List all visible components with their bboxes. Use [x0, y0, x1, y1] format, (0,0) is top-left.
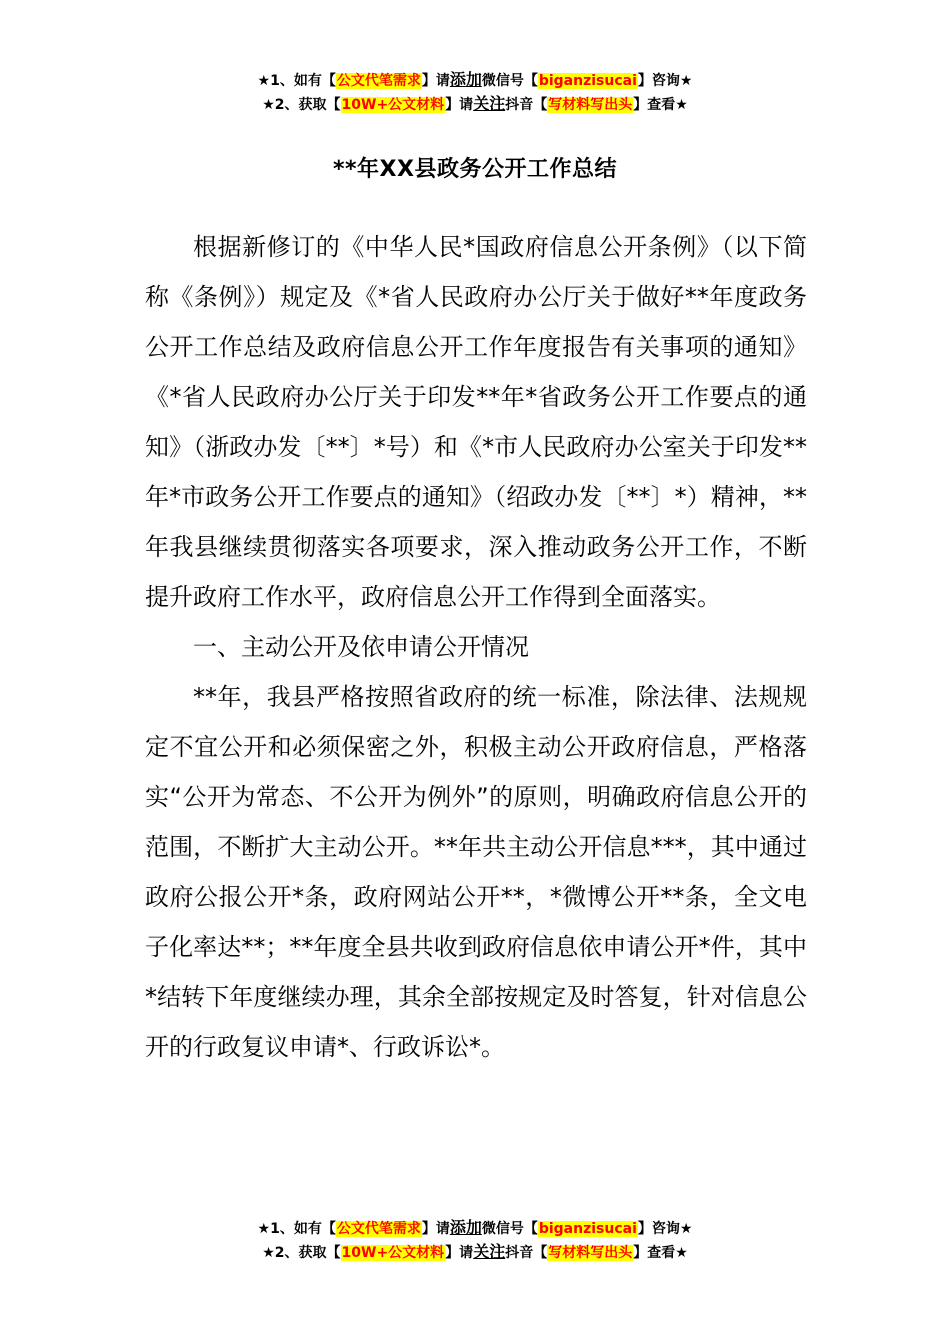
document-body	[145, 222, 807, 1072]
footer-banner	[0, 1216, 950, 1264]
footer-highlight-wechat-id: biganzisucai	[538, 1221, 637, 1237]
footer-highlight-douyin-account: 写材料写出头	[548, 1245, 633, 1261]
banner-line-2: ★2、获取【10W+公文材料】请关注抖音【写材料写出头】查看★	[262, 94, 688, 113]
footer-banner-line-2: ★2、获取【10W+公文材料】请关注抖音【写材料写出头】查看★	[262, 1242, 688, 1261]
footer-emphasis-follow: 关注	[473, 1242, 506, 1261]
footer-highlight-materials: 10W+公文材料	[341, 1245, 445, 1261]
emphasis-add: 添加	[449, 70, 482, 89]
footer-emphasis-add: 添加	[449, 1218, 482, 1237]
footer-banner-line-1: ★1、如有【公文代笔需求】请添加微信号【biganzisucai】咨询★	[257, 1218, 693, 1237]
header-banner	[0, 68, 950, 116]
highlight-service: 公文代笔需求	[336, 73, 421, 89]
paragraph-section-1: **年，我县严格按照省政府的统一标准，除法律、法规规定不宜公开和必须保密之外，积极主动公开政府信息，严格落实“公开为常态、不公开为例外”的原则，明确政府信息公开的范围，不断扩大主动公开。**年共主动公开信息***，其中通过政府公报公开*条，政府网站公开**，*微博公开**条，全文电子化率达**；**年度全县共收到政府信息依申请公开*件，其中*结转下年度继续办理，其余全部按规定及时答复，针对信息公开的行政复议申请*、行政诉讼*。	[145, 683, 807, 1061]
highlight-materials: 10W+公文材料	[341, 97, 445, 113]
page-title: **年XX县政务公开工作总结	[333, 157, 617, 182]
banner-line-1: ★1、如有【公文代笔需求】请添加微信号【biganzisucai】咨询★	[257, 70, 693, 89]
emphasis-follow: 关注	[473, 94, 506, 113]
footer-highlight-service: 公文代笔需求	[336, 1221, 421, 1237]
section-heading-1: 一、主动公开及依申请公开情况	[193, 633, 529, 661]
paragraph-intro: 根据新修订的《中华人民*国政府信息公开条例》（以下简称《条例》）规定及《*省人民政府办公厅关于做好**年度政务公开工作总结及政府信息公开工作年度报告有关事项的通知》《*省人民政府办公厅关于印发**年*省政务公开工作要点的通知》（浙政办发〔**〕*号）和《*市人民政府办公室关于印发**年*市政务公开工作要点的通知》（绍政办发〔**〕*）精神，**年我县继续贯彻落实各项要求，深入推动政务公开工作，不断提升政府工作水平，政府信息公开工作得到全面落实。	[145, 233, 807, 611]
highlight-douyin-account: 写材料写出头	[548, 97, 633, 113]
highlight-wechat-id: biganzisucai	[538, 73, 637, 89]
